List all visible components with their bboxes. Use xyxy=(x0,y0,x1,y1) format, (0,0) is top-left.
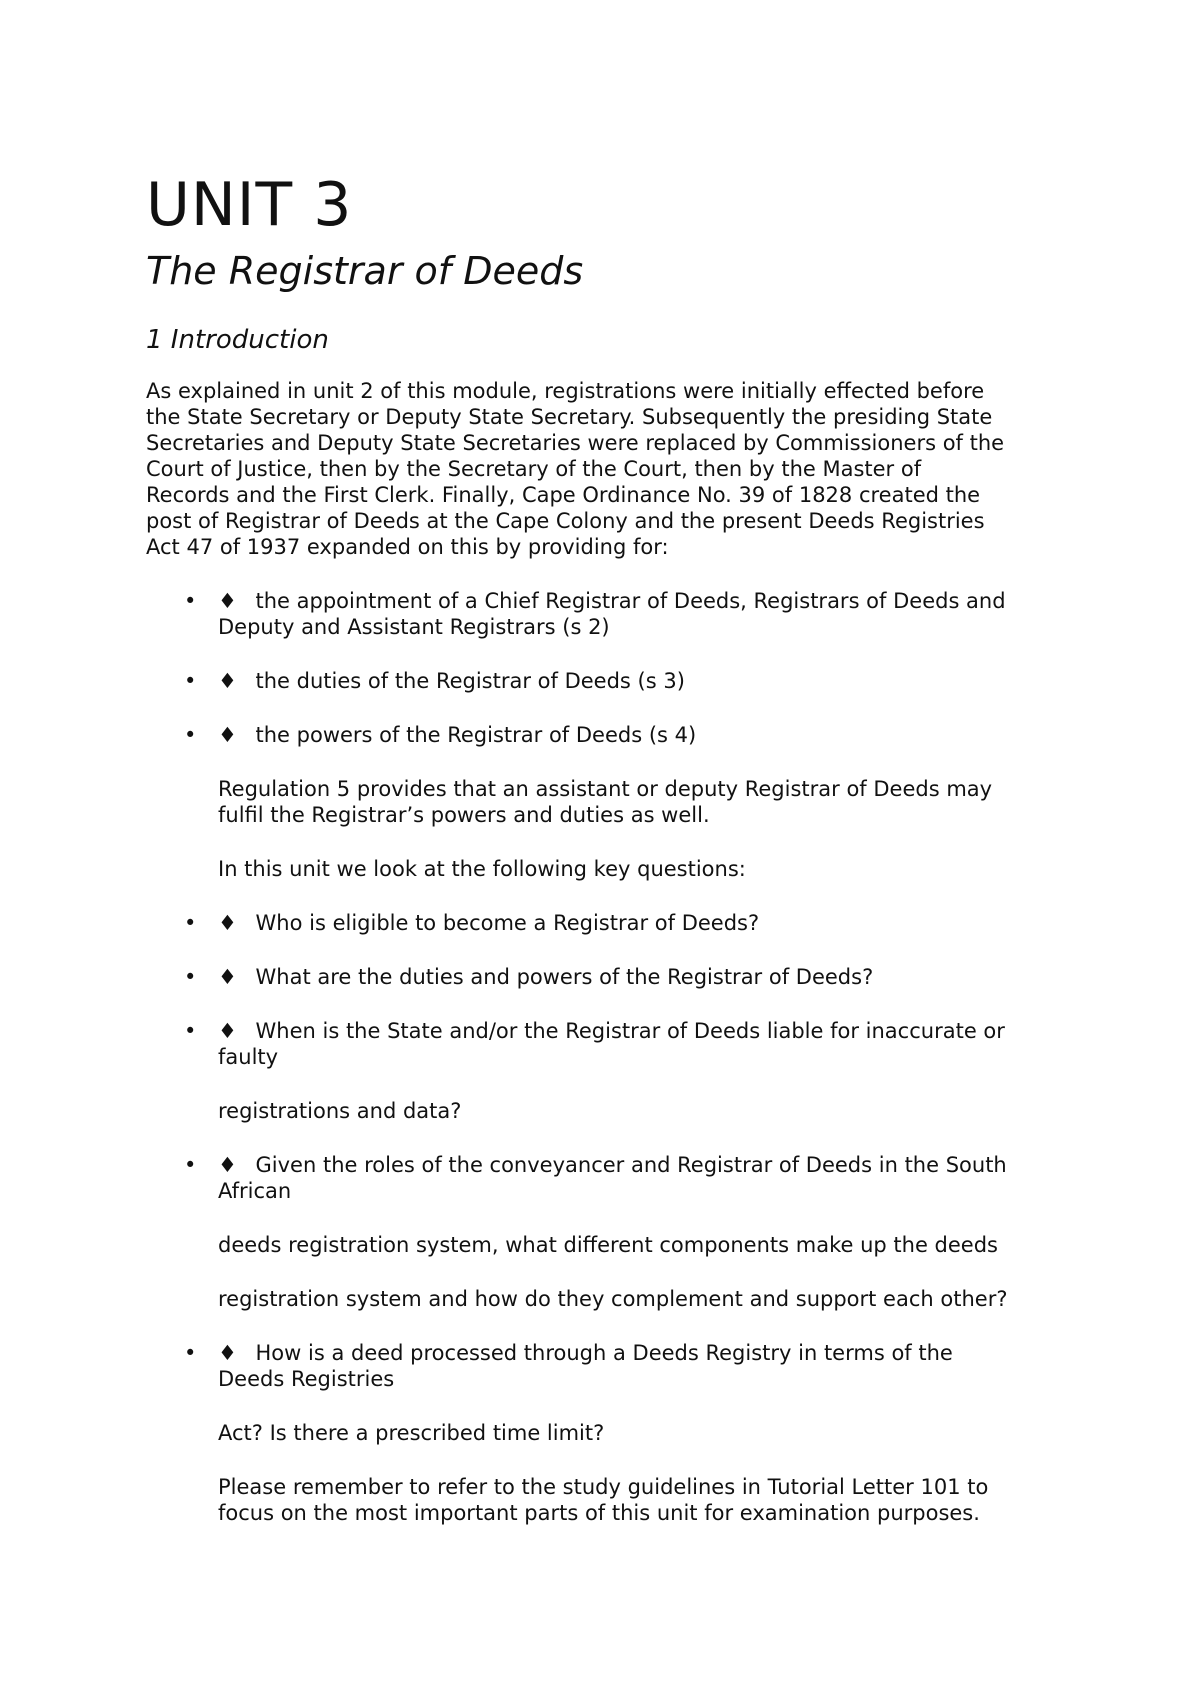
list-item: • ♦ the powers of the Registrar of Deeds (s 4) xyxy=(184,723,697,747)
bullet-icon: • xyxy=(184,911,197,935)
list-item: • ♦ the appointment of a Chief Registrar of Deeds, Registrars of Deeds and Deputy and Assistant Registrars (s 2) xyxy=(184,589,1006,639)
section-heading: 1 Introduction xyxy=(146,325,329,355)
reminder-paragraph: Please remember to refer to the study guidelines in Tutorial Letter 101 to focus on the most important parts of this unit for examination purposes. xyxy=(218,1475,989,1525)
list-item: • ♦ What are the duties and powers of the Registrar of Deeds? xyxy=(184,965,874,989)
bullet-icon: • xyxy=(184,723,197,747)
list-item: • ♦ How is a deed processed through a Deeds Registry in terms of the Deeds Registries xyxy=(184,1341,953,1391)
diamond-icon: ♦ xyxy=(218,911,237,935)
questions-intro: In this unit we look at the following key questions: xyxy=(218,857,746,881)
bullet-icon: • xyxy=(184,1341,197,1365)
questions-list-cont xyxy=(146,1152,1076,1204)
questions-list-cont xyxy=(146,1340,1076,1392)
question-continuation: deeds registration system, what different components make up the deeds xyxy=(218,1233,998,1257)
diamond-icon: ♦ xyxy=(218,723,237,747)
unit-subtitle: The Registrar of Deeds xyxy=(146,249,584,293)
provisions-list xyxy=(146,588,1076,748)
list-item: • ♦ the duties of the Registrar of Deeds (s 3) xyxy=(184,669,685,693)
document-page xyxy=(146,170,1076,1526)
bullet-icon: • xyxy=(184,1153,197,1177)
diamond-icon: ♦ xyxy=(218,1019,237,1043)
list-item: • ♦ Given the roles of the conveyancer and Registrar of Deeds in the South African xyxy=(184,1153,1007,1203)
bullet-icon: • xyxy=(184,1019,197,1043)
diamond-icon: ♦ xyxy=(218,589,237,613)
bullet-icon: • xyxy=(184,965,197,989)
diamond-icon: ♦ xyxy=(218,1153,237,1177)
unit-title: UNIT 3 xyxy=(146,170,353,240)
regulation-paragraph: Regulation 5 provides that an assistant or deputy Registrar of Deeds may fulfil the Registrar’s powers and duties as well. xyxy=(218,777,993,827)
bullet-icon: • xyxy=(184,589,197,613)
question-continuation: registration system and how do they complement and support each other? xyxy=(218,1287,1008,1311)
bullet-icon: • xyxy=(184,669,197,693)
diamond-icon: ♦ xyxy=(218,669,237,693)
diamond-icon: ♦ xyxy=(218,1341,237,1365)
diamond-icon: ♦ xyxy=(218,965,237,989)
question-continuation: Act? Is there a prescribed time limit? xyxy=(218,1421,605,1445)
questions-list xyxy=(146,910,1076,1070)
list-item: • ♦ Who is eligible to become a Registrar of Deeds? xyxy=(184,911,760,935)
intro-paragraph: As explained in unit 2 of this module, registrations were initially effected before the State Secretary or Deputy State Secretary. Subsequently the presiding State Secretaries and Deputy State Secretaries were replaced by Commissioners of the Court of Justice, then by the Secretary of the Court, then by the Master of Records and the First Clerk. Finally, Cape Ordinance No. 39 of 1828 created the post of Registrar of Deeds at the Cape Colony and the present Deeds Registries Act 47 of 1937 expanded on this by providing for: xyxy=(146,379,1005,559)
list-item: • ♦ When is the State and/or the Registrar of Deeds liable for inaccurate or faulty xyxy=(184,1019,1005,1069)
question-continuation: registrations and data? xyxy=(218,1099,462,1123)
